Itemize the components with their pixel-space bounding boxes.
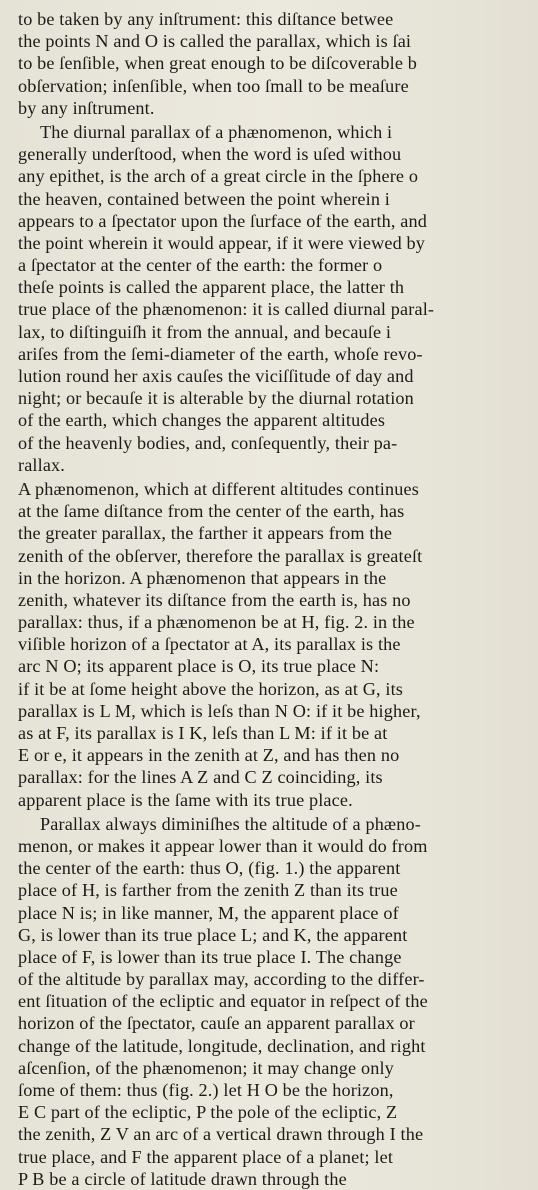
text-line: ent ſituation of the ecliptic and equator in reſpect of the (18, 991, 428, 1012)
paragraph (18, 478, 538, 811)
text-line: at the ſame diſtance from the center of the earth, has (18, 501, 405, 522)
text-line: place of H, is farther from the zenith Z than its true (18, 880, 398, 901)
text-line: zenith of the obſerver, therefore the parallax is greateſt (18, 545, 423, 566)
text-line: place N is; in like manner, M, the apparent place of (18, 902, 399, 923)
text-line: of the altitude by parallax may, according to the differ- (18, 969, 425, 990)
text-line: by any inſtrument. (18, 97, 155, 118)
text-line: theſe points is called the apparent place, the latter th (18, 277, 405, 298)
text-line: parallax is L M, which is leſs than N O: if it be higher, (18, 700, 421, 721)
text-line: if it be at ſome height above the horizon, as at G, its (18, 678, 404, 699)
text-line: rallax. (18, 454, 65, 475)
text-column (18, 8, 538, 1190)
text-line: night; or becauſe it is alterable by the diurnal rotation (18, 388, 414, 409)
text-line: the center of the earth: thus O, (fig. 1.) the apparent (18, 858, 401, 879)
text-line: the points N and O is called the parallax, which is ſai (18, 31, 412, 52)
text-line: horizon of the ſpectator, cauſe an apparent parallax or (18, 1013, 415, 1034)
text-line: ſome of them: thus (fig. 2.) let H O be the horizon, (18, 1080, 394, 1100)
text-line: E C part of the ecliptic, P the pole of the ecliptic, Z (18, 1102, 398, 1123)
text-line: Parallax always diminiſhes the altitude of a phæno- (40, 813, 421, 834)
text-line: obſervation; inſenſible, when too ſmall to be meaſure (18, 75, 409, 96)
text-line: to be ſenſible, when great enough to be diſcoverable b (18, 53, 417, 74)
text-line: E or e, it appears in the zenith at Z, and has then no (18, 745, 400, 766)
text-line: to be taken by any inſtrument: this diſtance betwee (18, 9, 394, 29)
text-line: aſcenſion, of the phænomenon; it may change only (18, 1057, 394, 1078)
text-line: arc N O; its apparent place is O, its true place N: (18, 656, 380, 677)
text-line: viſible horizon of a ſpectator at A, its parallax is the (18, 634, 401, 655)
text-line: generally underſtood, when the word is uſed withou (18, 144, 402, 165)
paragraph (18, 813, 538, 1190)
text-line: G, is lower than its true place L; and K, the apparent (18, 924, 408, 945)
paragraph (18, 8, 538, 119)
text-line: true place, and F the apparent place of a planet; let (18, 1146, 394, 1167)
text-line: A phænomenon, which at different altitudes continues (18, 478, 419, 499)
text-line: of the heavenly bodies, and, conſequently, their pa- (18, 432, 398, 453)
text-line: lution round her axis cauſes the viciſſitude of day and (18, 366, 414, 386)
text-line: the heaven, contained between the point wherein i (18, 188, 390, 209)
text-line: apparent place is the ſame with its true place. (18, 789, 353, 810)
text-line: ariſes from the ſemi-diameter of the earth, whoſe revo- (18, 343, 423, 364)
text-line: The diurnal parallax of a phænomenon, which i (40, 121, 393, 142)
text-line: any epithet, is the arch of a great circle in the ſphere o (18, 166, 419, 187)
text-line: parallax: for the lines A Z and C Z coinciding, its (18, 767, 383, 788)
text-line: a ſpectator at the center of the earth: the former o (18, 255, 383, 276)
text-line: place of F, is lower than its true place I. The change (18, 946, 402, 967)
text-line: P B be a circle of latitude drawn through the (18, 1168, 347, 1189)
text-line: the point wherein it would appear, if it were viewed by (18, 232, 426, 253)
text-line: the zenith, Z V an arc of a vertical drawn through I the (18, 1124, 424, 1145)
text-line: true place of the phænomenon: it is called diurnal paral- (18, 299, 435, 320)
paragraph (18, 121, 538, 476)
text-line: parallax: thus, if a phænomenon be at H, fig. 2. in the (18, 612, 415, 633)
text-line: change of the latitude, longitude, declination, and right (18, 1035, 426, 1056)
text-line: zenith, whatever its diſtance from the earth is, has no (18, 589, 411, 610)
text-line: the greater parallax, the farther it appears from the (18, 523, 393, 544)
text-line: of the earth, which changes the apparent altitudes (18, 410, 386, 431)
text-line: as at F, its parallax is I K, leſs than L M: if it be at (18, 723, 388, 743)
text-line: lax, to diſtinguiſh it from the annual, and becauſe i (18, 321, 392, 342)
text-line: in the horizon. A phænomenon that appears in the (18, 567, 387, 588)
text-line: appears to a ſpectator upon the ſurface of the earth, and (18, 210, 427, 231)
text-line: menon, or makes it appear lower than it would do from (18, 835, 428, 856)
